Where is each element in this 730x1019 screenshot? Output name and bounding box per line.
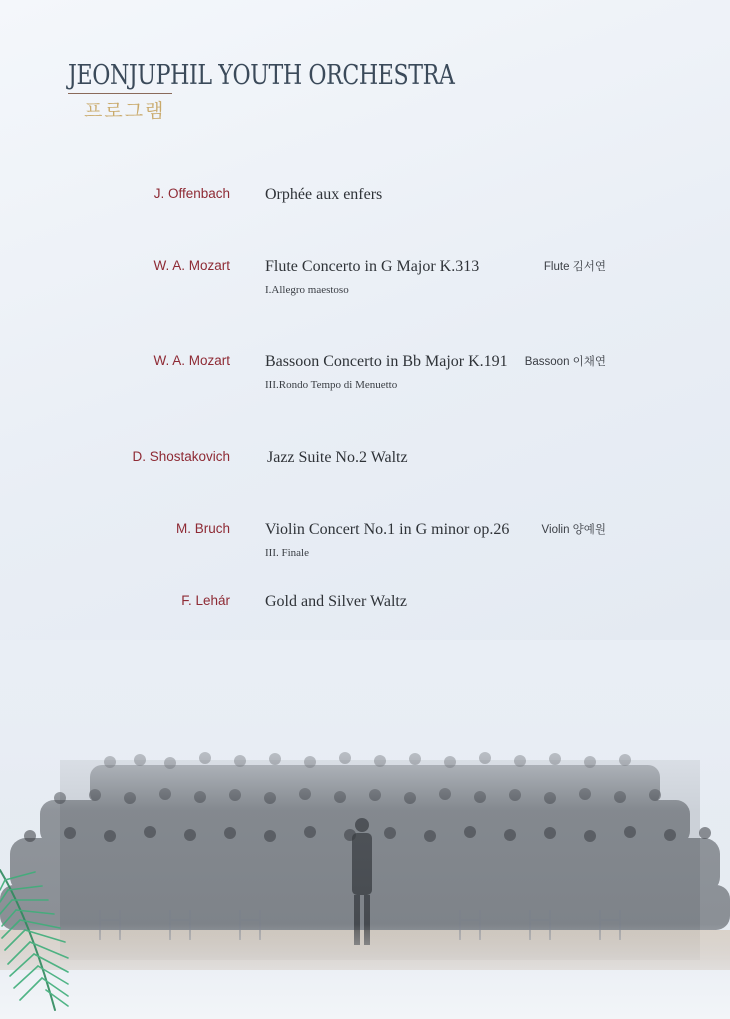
work-title: Flute Concerto in G Major K.313 bbox=[265, 258, 480, 275]
composer-name: M. Bruch bbox=[175, 521, 230, 536]
soloist: Bassoon 이채연 bbox=[524, 356, 606, 368]
composer-name: D. Shostakovich bbox=[132, 449, 230, 464]
composer-name: J. Offenbach bbox=[153, 186, 230, 201]
work-title: Gold and Silver Waltz bbox=[265, 593, 407, 610]
movement-title: III.Rondo Tempo di Menuetto bbox=[265, 379, 398, 391]
movement-title: III. Finale bbox=[265, 547, 309, 559]
work-title: Jazz Suite No.2 Waltz bbox=[267, 449, 408, 466]
composer-name: W. A. Mozart bbox=[153, 353, 230, 368]
soloist: Violin 양예원 bbox=[541, 524, 606, 536]
pine-branch-icon bbox=[0, 860, 120, 1019]
composer-name: F. Lehár bbox=[181, 593, 230, 608]
movement-title: I.Allegro maestoso bbox=[265, 284, 349, 296]
work-title: Violin Concert No.1 in G minor op.26 bbox=[265, 521, 510, 538]
work-title: Bassoon Concerto in Bb Major K.191 bbox=[265, 353, 508, 370]
composer-name: W. A. Mozart bbox=[153, 258, 230, 273]
work-title: Orphée aux enfers bbox=[265, 186, 383, 203]
page-subtitle: 프로그램 bbox=[84, 100, 166, 122]
page-title: JEONJUPHIL YOUTH ORCHESTRA bbox=[68, 60, 455, 91]
soloist: Flute 김서연 bbox=[543, 261, 606, 273]
title-underline bbox=[68, 93, 172, 94]
